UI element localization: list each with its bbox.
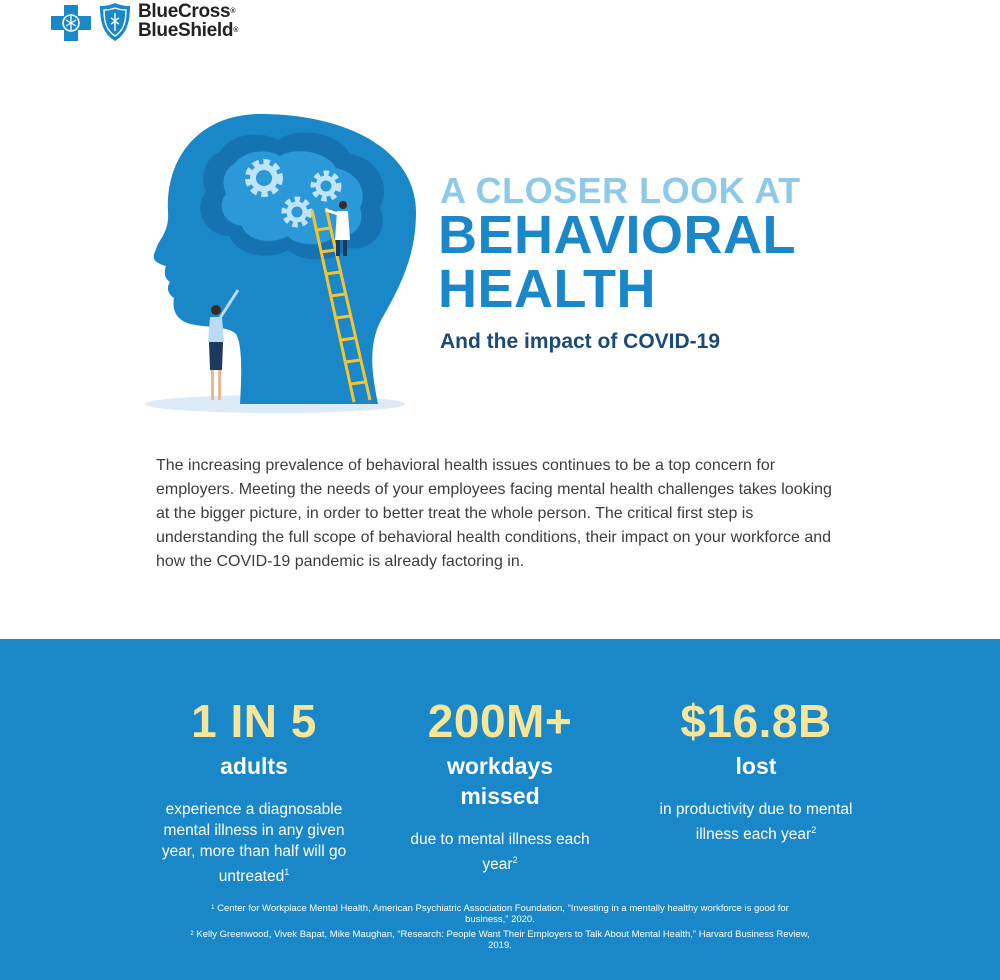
footnote-number: 1 <box>211 905 215 911</box>
stat-value: 1 IN 5 <box>191 695 317 747</box>
registered-mark: ® <box>233 27 239 34</box>
stat-card <box>370 695 630 875</box>
intro-paragraph: The increasing prevalence of behavioral health issues continues to be a top concern for employers. Meeting the needs of your employees facing mental health challenges takes looking at the bigger picture, in order to better treat the whole person. The critical first step is understanding the full scope of behavioral health conditions, their impact on your workforce and how the COVID-19 pandemic is already factoring in. <box>156 457 832 570</box>
footnote <box>190 903 810 925</box>
footnote-text: Center for Workplace Mental Health, American Psychiatric Association Foundation, “Investing in a mentally healthy workforce is good for business,” 2020. <box>217 903 789 925</box>
footnote-text: Kelly Greenwood, Vivek Bapat, Mike Maughan, “Research: People Want Their Employers to Talk About Mental Health,” Harvard Business Review, 2019. <box>196 929 810 951</box>
footnotes <box>190 903 810 955</box>
brand-wordmark <box>138 2 238 40</box>
footnote-ref: 1 <box>284 867 290 877</box>
brand-line1: BlueCross <box>138 1 231 22</box>
head-illustration <box>140 112 420 417</box>
stat-description <box>154 799 354 887</box>
brand-line2: BlueShield <box>138 20 234 41</box>
stat-card <box>626 695 886 845</box>
brand-logo <box>50 2 290 42</box>
stat-desc-text: experience a diagnosable mental illness in any given year, more than half will go untreated <box>161 801 347 886</box>
stat-value: $16.8B <box>680 695 832 747</box>
stat-card <box>124 695 384 887</box>
stat-label: adults <box>220 753 288 779</box>
stats-band <box>0 639 1000 980</box>
blue-shield-icon <box>98 2 132 42</box>
page-subtitle: And the impact of COVID-19 <box>440 330 721 353</box>
stat-description <box>400 829 600 875</box>
footnote <box>190 929 810 951</box>
title-line-1: BEHAVIORAL <box>438 205 797 265</box>
footnote-ref: 2 <box>512 855 518 865</box>
page-title <box>438 205 797 319</box>
footnote-ref: 2 <box>811 825 817 835</box>
stat-label <box>370 751 630 811</box>
stat-label: lost <box>735 753 777 779</box>
heading-kicker: A CLOSER LOOK AT <box>440 170 801 211</box>
title-line-2: HEALTH <box>438 259 656 319</box>
stat-desc-text: in productivity due to mental illness each year <box>659 801 853 844</box>
blue-cross-icon <box>50 4 92 42</box>
stat-label-line-2: missed <box>460 783 540 809</box>
stat-label-line-1: workdays <box>446 753 554 779</box>
stat-desc-text: due to mental illness each year <box>410 831 590 874</box>
stat-value: 200M+ <box>427 695 573 747</box>
footnote-number: 2 <box>190 931 194 937</box>
registered-mark: ® <box>230 8 236 15</box>
stat-description <box>656 799 856 845</box>
